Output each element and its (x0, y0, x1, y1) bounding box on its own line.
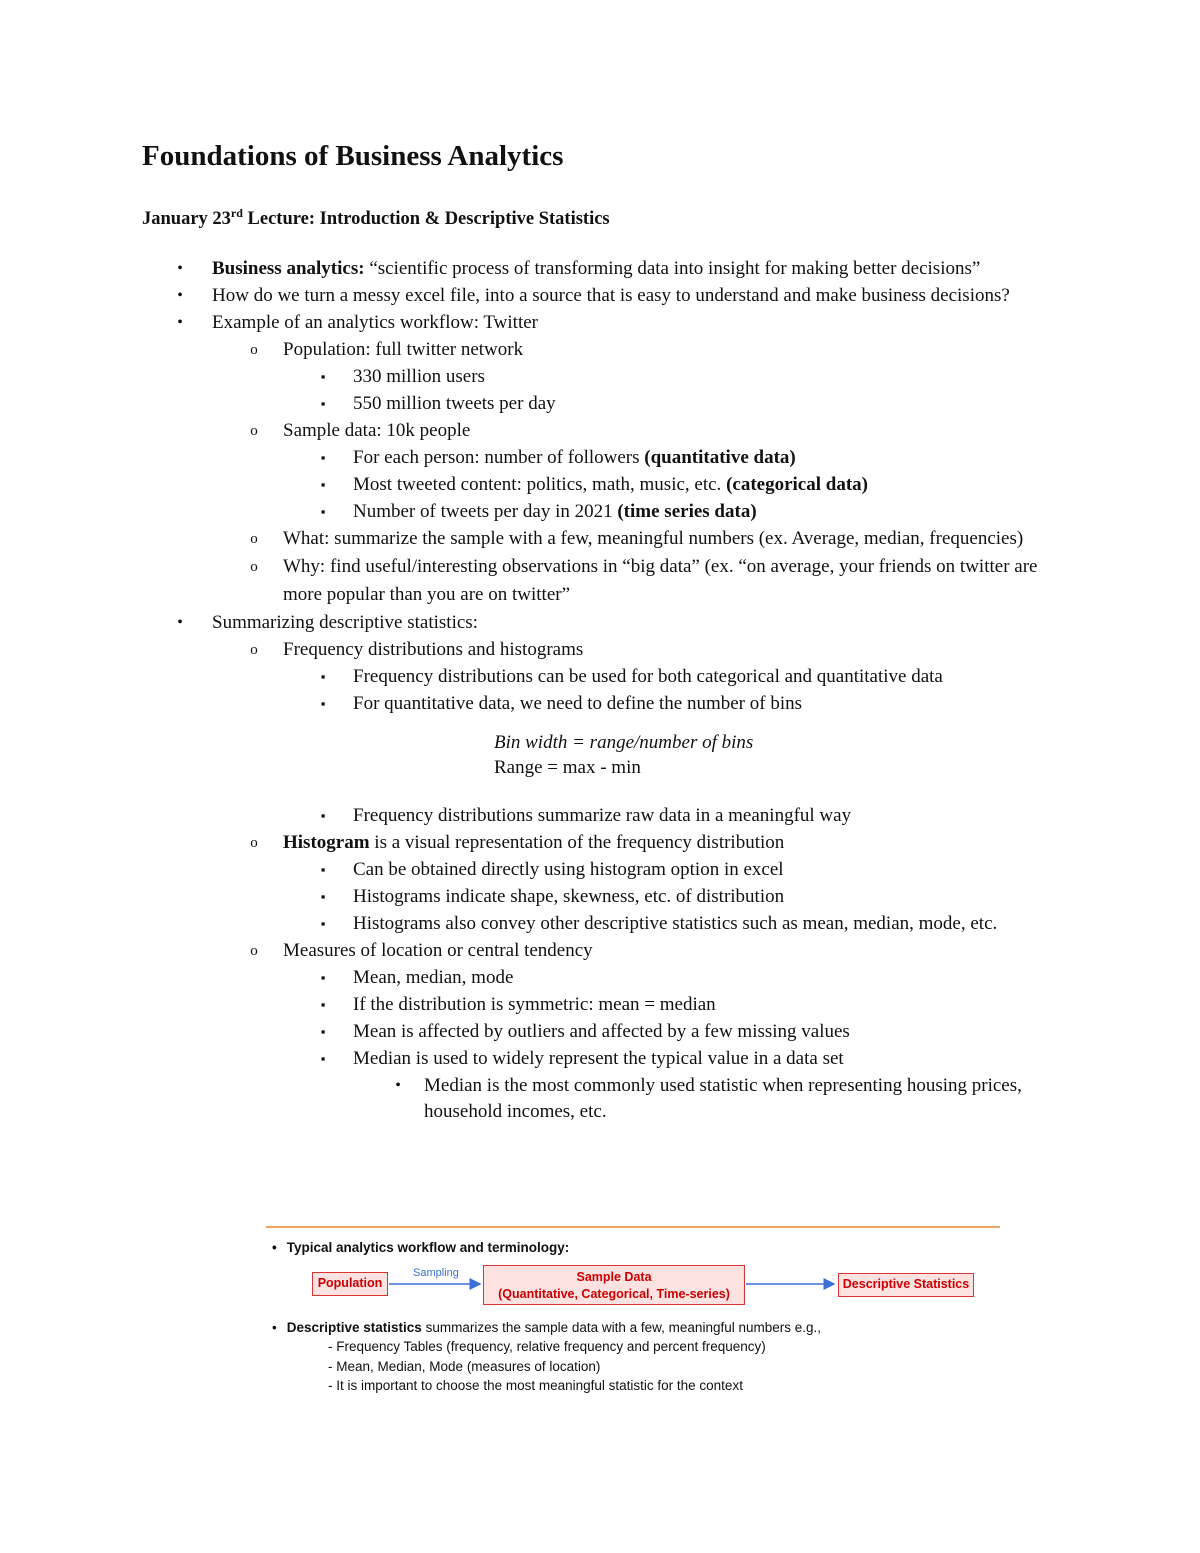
term-descriptive-statistics: Descriptive statistics (286, 1320, 422, 1335)
square-bullet-icon: ▪ (320, 1024, 326, 1039)
list-item (0, 911, 1053, 937)
list-item (0, 310, 1042, 336)
list-item-text: Median is used to widely represent the typical value in a data set (353, 1048, 844, 1069)
list-item-text: If the distribution is symmetric: mean = median (353, 994, 716, 1015)
date-suffix: rd (230, 206, 243, 220)
bullet-icon: • (272, 1320, 277, 1335)
square-bullet-icon: ▪ (320, 477, 326, 492)
range-formula: Range = max - min (494, 757, 641, 778)
list-item (0, 283, 1042, 309)
bullet-icon: • (272, 1240, 277, 1255)
list-item-text: Can be obtained directly using histogram option in excel (353, 859, 784, 880)
bin-width-formula: Bin width = range/number of bins (494, 732, 754, 753)
descriptive-statistics-box: Descriptive Statistics (838, 1273, 974, 1297)
list-item-text: Mean, median, mode (353, 967, 514, 988)
list-item-text: Median is the most commonly used statistic when representing housing prices, household incomes, etc. (424, 1075, 1022, 1122)
list-item-text: Frequency distributions can be used for both categorical and quantitative data (353, 666, 943, 687)
lecture-topic: Lecture: Introduction & Descriptive Statistics (242, 209, 610, 230)
list-item (0, 992, 1053, 1018)
square-bullet-icon: ▪ (320, 369, 326, 384)
list-item (0, 1073, 1054, 1125)
square-bullet-icon: ▪ (320, 696, 326, 711)
definition-text: “scientific process of transforming data into insight for making better decisions” (364, 258, 981, 279)
slide-bullet-text: summarizes the sample data with a few, meaningful numbers e.g., (421, 1320, 822, 1335)
list-item-text: Sample data: 10k people (283, 420, 471, 441)
list-item (0, 884, 1053, 910)
circle-bullet-icon: o (250, 559, 258, 575)
bullet-icon: • (177, 260, 183, 277)
list-item (0, 830, 1053, 856)
list-item (0, 938, 1053, 964)
document-title: Foundations of Business Analytics (142, 140, 564, 172)
list-item (0, 1046, 1053, 1072)
list-item-text: For each person: number of followers (353, 447, 645, 468)
list-item (0, 637, 1053, 663)
formula-block (0, 730, 1200, 780)
list-item-text: For quantitative data, we need to define the number of bins (353, 693, 803, 714)
circle-bullet-icon: o (250, 423, 258, 439)
square-bullet-icon: ▪ (320, 970, 326, 985)
list-item (0, 965, 1053, 991)
data-type-label: (quantitative data) (644, 447, 796, 468)
slide-sub-item: - Frequency Tables (frequency, relative frequency and percent frequency) (328, 1339, 766, 1354)
list-item-text: is a visual representation of the frequency distribution (369, 832, 785, 853)
sample-data-types: (Quantitative, Categorical, Time-series) (498, 1287, 730, 1301)
square-bullet-icon: ▪ (320, 450, 326, 465)
slide-bullet-text: Typical analytics workflow and terminology: (286, 1240, 570, 1255)
sampling-label: Sampling (413, 1267, 459, 1279)
list-item (0, 364, 1053, 390)
sample-data-box (483, 1265, 745, 1305)
list-item (0, 1019, 1053, 1045)
list-item (0, 256, 1042, 282)
list-item-text: Most tweeted content: politics, math, music, etc. (353, 474, 727, 495)
square-bullet-icon: ▪ (320, 916, 326, 931)
square-bullet-icon: ▪ (320, 669, 326, 684)
circle-bullet-icon: o (250, 943, 258, 959)
list-item-text: Measures of location or central tendency (283, 940, 593, 961)
data-type-label: (categorical data) (726, 474, 868, 495)
list-item-text: 330 million users (353, 366, 485, 387)
term-histogram: Histogram (283, 832, 370, 853)
list-item-text: Population: full twitter network (283, 339, 524, 360)
list-item-text: Example of an analytics workflow: Twitter (212, 312, 538, 333)
list-item (0, 337, 1053, 363)
list-item-text: Frequency distributions summarize raw data in a meaningful way (353, 805, 852, 826)
slide-sub-item: - It is important to choose the most meaningful statistic for the context (328, 1378, 743, 1393)
sample-data-title: Sample Data (576, 1270, 652, 1284)
list-item (0, 553, 1053, 609)
list-item-text: How do we turn a messy excel file, into a source that is easy to understand and make business decisions? (212, 285, 1010, 306)
list-item (0, 418, 1053, 444)
square-bullet-icon: ▪ (320, 808, 326, 823)
list-item-text: Frequency distributions and histograms (283, 639, 584, 660)
list-item (0, 664, 1053, 690)
list-item-text: Number of tweets per day in 2021 (353, 501, 618, 522)
list-item (0, 499, 1053, 525)
data-type-label: (time series data) (617, 501, 757, 522)
list-item-text: Histograms indicate shape, skewness, etc. of distribution (353, 886, 785, 907)
list-item-text: Mean is affected by outliers and affected by a few missing values (353, 1021, 850, 1042)
list-item (0, 610, 1042, 636)
list-item (0, 803, 1053, 829)
lecture-date: January 23 (142, 209, 231, 230)
bullet-icon: • (177, 614, 183, 631)
square-bullet-icon: ▪ (320, 504, 326, 519)
list-item (0, 472, 1053, 498)
circle-bullet-icon: o (250, 531, 258, 547)
lecture-heading (142, 206, 610, 230)
bullet-icon: • (395, 1077, 401, 1094)
slide-bullet (272, 1320, 821, 1335)
square-bullet-icon: ▪ (320, 396, 326, 411)
term-business-analytics: Business analytics: (212, 258, 365, 279)
notes-outline (0, 256, 1200, 1126)
list-item-text: What: summarize the sample with a few, meaningful numbers (ex. Average, median, frequencies) (283, 528, 1024, 549)
list-item (0, 857, 1053, 883)
square-bullet-icon: ▪ (320, 862, 326, 877)
circle-bullet-icon: o (250, 642, 258, 658)
circle-bullet-icon: o (250, 342, 258, 358)
list-item (0, 391, 1053, 417)
list-item-text: Summarizing descriptive statistics: (212, 612, 478, 633)
embedded-slide (266, 1228, 1000, 1408)
list-item (0, 445, 1053, 471)
list-item (0, 691, 1053, 717)
bullet-icon: • (177, 314, 183, 331)
list-item-text: Histograms also convey other descriptive statistics such as mean, median, mode, etc. (353, 913, 998, 934)
circle-bullet-icon: o (250, 835, 258, 851)
slide-sub-item: - Mean, Median, Mode (measures of location) (328, 1359, 601, 1374)
square-bullet-icon: ▪ (320, 1051, 326, 1066)
square-bullet-icon: ▪ (320, 997, 326, 1012)
square-bullet-icon: ▪ (320, 889, 326, 904)
population-box: Population (312, 1272, 388, 1296)
list-item-text: 550 million tweets per day (353, 393, 556, 414)
list-item (0, 526, 1053, 552)
list-item-text: Why: find useful/interesting observations in “big data” (ex. “on average, your friends on twitter are more popular than you are on twitter” (283, 556, 1038, 605)
bullet-icon: • (177, 287, 183, 304)
